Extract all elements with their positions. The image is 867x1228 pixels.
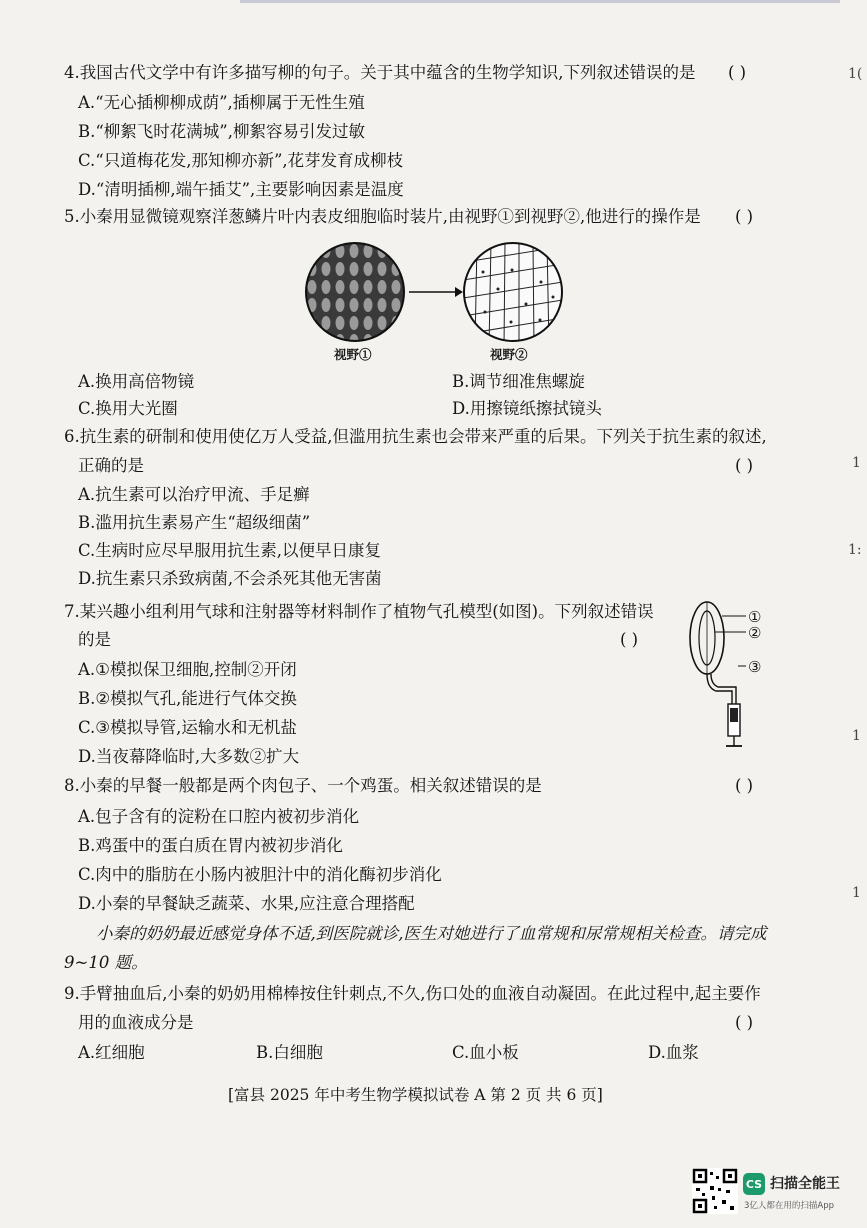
q6-option-c: C.生病时应尽早服用抗生素,以便早日康复	[78, 541, 382, 560]
q9-10-intro-line1: 小秦的奶奶最近感觉身体不适,到医院就诊,医生对她进行了血常规和尿常规相关检查。请完成	[96, 924, 767, 943]
q8-answer-paren: ( )	[735, 776, 754, 795]
q6-option-b: B.滥用抗生素易产生“超级细菌”	[78, 513, 311, 532]
q9-option-d: D.血浆	[648, 1043, 699, 1062]
q5-answer-paren: ( )	[735, 207, 754, 226]
q6-stem-continued: 正确的是	[78, 456, 144, 475]
q6-stem: 6.抗生素的研制和使用使亿万人受益,但滥用抗生素也会带来严重的后果。下列关于抗生素的叙述,	[64, 427, 767, 446]
fig-mark-2: ②	[748, 624, 762, 642]
scan-top-edge	[240, 0, 840, 3]
q4-option-d: D.“清明插柳,端午插艾”,主要影响因素是温度	[78, 180, 404, 199]
arrow-icon	[409, 287, 463, 297]
q9-option-a: A.红细胞	[78, 1043, 145, 1062]
qr-code-icon	[692, 1168, 738, 1214]
q9-10-intro-line2: 9~10 题。	[64, 953, 148, 972]
q4-stem: 4.我国古代文学中有许多描写柳的句子。关于其中蕴含的生物学知识,下列叙述错误的是	[64, 63, 696, 82]
page-footer: [富县 2025 年中考生物学模拟试卷 A 第 2 页 共 6 页]	[228, 1086, 603, 1104]
q8-stem: 8.小秦的早餐一般都是两个肉包子、一个鸡蛋。相关叙述错误的是	[64, 776, 542, 795]
q8-option-a: A.包子含有的淀粉在口腔内被初步消化	[78, 807, 360, 826]
q8-option-c: C.肉中的脂肪在小肠内被胆汁中的消化酶初步消化	[78, 865, 442, 884]
syringe	[726, 704, 742, 746]
q4-option-a: A.“无心插柳柳成荫”,插柳属于无性生殖	[78, 93, 365, 112]
clear-view-circle	[463, 242, 563, 347]
q8-option-b: B.鸡蛋中的蛋白质在胃内被初步消化	[78, 836, 343, 855]
q6-option-d: D.抗生素只杀致病菌,不会杀死其他无害菌	[78, 569, 382, 588]
microscope-views-figure	[305, 242, 565, 347]
q9-answer-paren: ( )	[735, 1013, 754, 1032]
q4-answer-paren: ( )	[728, 63, 747, 82]
q7-option-b: B.②模拟气孔,能进行气体交换	[78, 689, 297, 708]
q5-option-c: C.换用大光圈	[78, 399, 178, 418]
q5-option-b: B.调节细准焦螺旋	[452, 372, 585, 391]
q9-option-c: C.血小板	[452, 1043, 519, 1062]
q9-stem-continued: 用的血液成分是	[78, 1013, 194, 1032]
q7-option-c: C.③模拟导管,运输水和无机盐	[78, 718, 297, 737]
q9-option-b: B.白细胞	[256, 1043, 323, 1062]
q5-option-a: A.换用高倍物镜	[78, 372, 195, 391]
q6-option-a: A.抗生素可以治疗甲流、手足癣	[78, 485, 310, 504]
q5-fig-label-1: 视野①	[334, 347, 372, 362]
guard-cell-balloons	[690, 602, 724, 674]
q9-stem: 9.手臂抽血后,小秦的奶奶用棉棒按住针刺点,不久,伤口处的血液自动凝固。在此过程中,起主要作	[64, 984, 761, 1003]
edge-number: 1	[852, 728, 861, 744]
fig-mark-3: ③	[748, 658, 762, 676]
q8-option-d: D.小秦的早餐缺乏蔬菜、水果,应注意合理搭配	[78, 894, 415, 913]
blurry-view-circle	[306, 243, 404, 341]
edge-number: 1:	[848, 542, 862, 558]
edge-number: 1	[852, 885, 861, 901]
scanner-tagline: 3亿人都在用的扫描App	[744, 1201, 835, 1211]
q7-answer-paren: ( )	[620, 630, 639, 649]
scanner-app-name: 扫描全能王	[770, 1176, 840, 1192]
q7-stem: 7.某兴趣小组利用气球和注射器等材料制作了植物气孔模型(如图)。下列叙述错误	[64, 602, 654, 621]
q5-fig-label-2: 视野②	[490, 347, 528, 362]
q7-stem-continued: 的是	[78, 630, 111, 649]
q4-option-c: C.“只道梅花发,那知柳亦新”,花芽发育成柳枝	[78, 151, 404, 170]
q6-answer-paren: ( )	[735, 456, 754, 475]
scanner-logo: CS	[743, 1173, 765, 1195]
q4-option-b: B.“柳絮飞时花满城”,柳絮容易引发过敏	[78, 122, 365, 141]
edge-number: 1(	[848, 66, 863, 82]
q7-option-a: A.①模拟保卫细胞,控制②开闭	[78, 660, 297, 679]
edge-number: 1	[852, 455, 861, 471]
q5-stem: 5.小秦用显微镜观察洋葱鳞片叶内表皮细胞临时装片,由视野①到视野②,他进行的操作是	[64, 207, 701, 226]
q7-option-d: D.当夜幕降临时,大多数②扩大	[78, 747, 300, 766]
q5-option-d: D.用擦镜纸擦拭镜头	[452, 399, 602, 418]
fig-mark-1: ①	[748, 608, 762, 626]
